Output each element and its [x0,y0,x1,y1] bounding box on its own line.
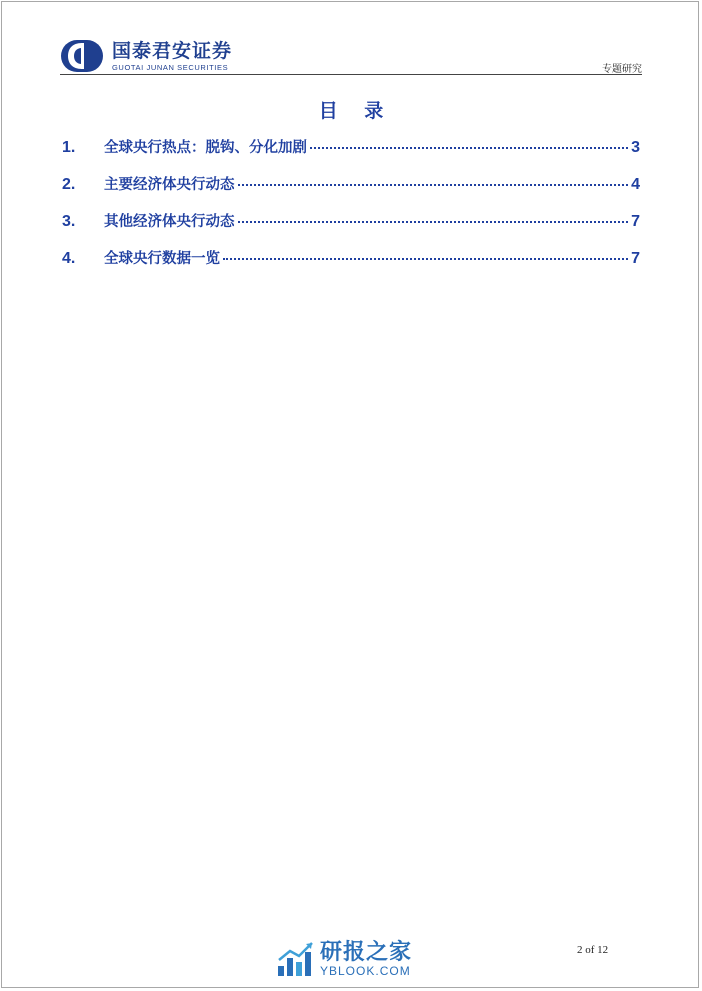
report-type-label: 专题研究 [602,64,642,75]
company-name-en: GUOTAI JUNAN SECURITIES [112,63,229,72]
toc-entry-title: 其他经济体央行动态 [104,214,235,230]
toc-leader-dots [223,258,628,260]
toc-leader-dots [238,221,629,223]
header-divider [60,74,642,75]
toc-entry-title: 主要经济体央行动态 [104,177,235,193]
toc-entry-page: 7 [631,213,640,230]
toc-entry-1[interactable] [62,136,640,173]
toc-entry-page: 3 [631,139,640,156]
toc-entry-number: 3. [62,213,76,230]
toc-entry-number: 2. [62,176,76,193]
company-name-cn: 国泰君安证券 [112,40,233,62]
guotai-junan-logo-icon [60,39,104,73]
toc-entry-2[interactable] [62,173,640,210]
toc-entry-number: 4. [62,250,76,267]
toc-entry-title: 全球央行热点：脱钩、分化加剧 [104,140,307,156]
toc-entry-number: 1. [62,139,76,156]
bar-chart-icon [276,940,316,978]
page-number: 2 of 12 [577,944,609,956]
toc-entry-page: 4 [631,176,640,193]
toc-entry-3[interactable] [62,210,640,247]
watermark-name-cn: 研报之家 [320,939,413,965]
watermark-name-en: YBLOOK.COM [320,963,411,978]
toc-entry-title: 全球央行数据一览 [104,251,220,267]
toc-leader-dots [238,184,629,186]
toc-list [62,136,640,284]
toc-leader-dots [310,147,628,149]
watermark-logo [276,940,412,978]
company-logo [60,38,232,74]
toc-title: 目 录 [318,100,394,122]
toc-entry-page: 7 [631,250,640,267]
toc-entry-4[interactable] [62,247,640,284]
